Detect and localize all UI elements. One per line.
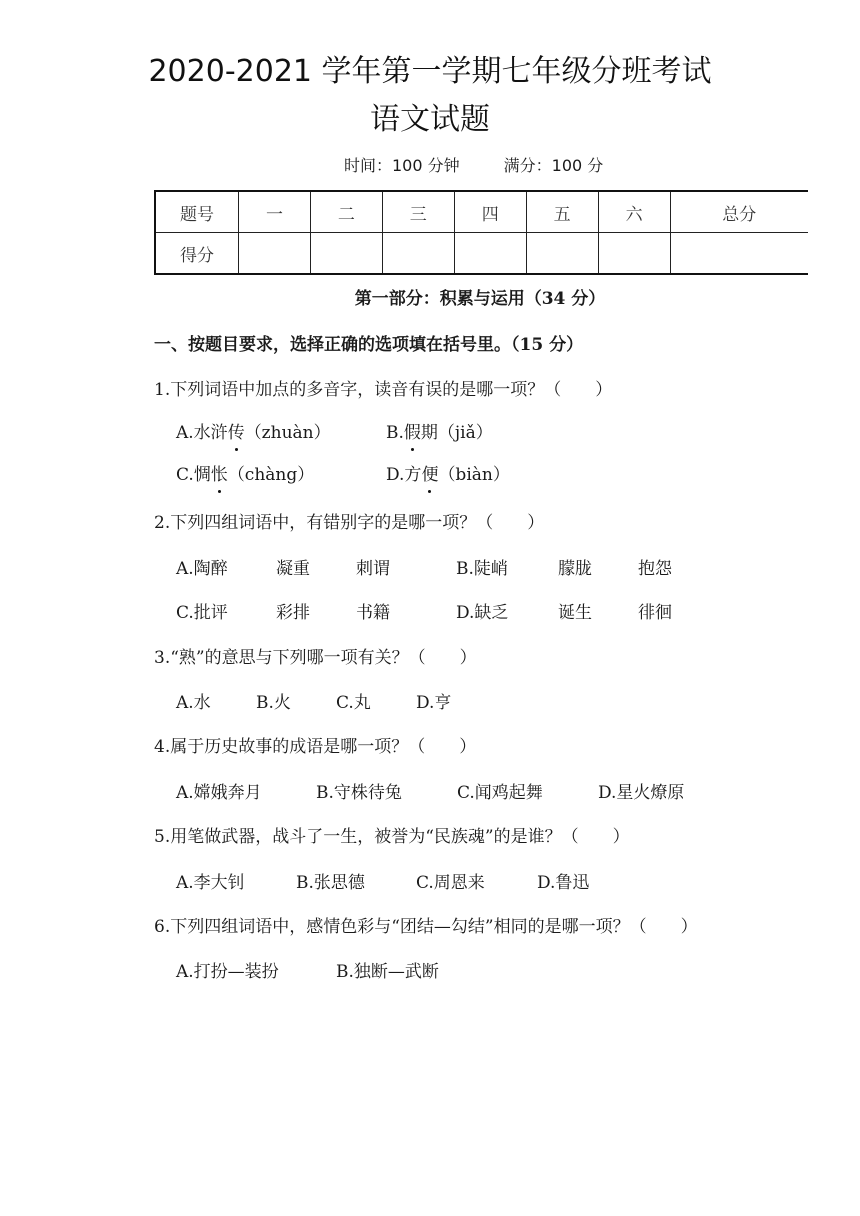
dotted-char: 假 bbox=[403, 423, 421, 443]
list-item[interactable]: A.陶醉 bbox=[176, 559, 228, 579]
score-input-cell[interactable] bbox=[239, 233, 311, 275]
list-item: 抱怨 bbox=[638, 559, 672, 579]
option-text: A.水浒 bbox=[176, 423, 228, 443]
list-item[interactable]: B.陡峭 bbox=[456, 559, 508, 579]
list-item: 彩排 bbox=[276, 603, 310, 623]
score-table-cell: 一 bbox=[239, 191, 311, 233]
question-3-options bbox=[176, 691, 451, 715]
question-5-option-c[interactable]: C.周恩来 bbox=[416, 873, 485, 893]
question-3-option-a[interactable]: A.水 bbox=[176, 693, 211, 713]
score-input-cell[interactable] bbox=[598, 233, 670, 275]
list-item[interactable]: C.批评 bbox=[176, 603, 228, 623]
score-row-label: 得分 bbox=[155, 233, 239, 275]
question-2-options-row-1 bbox=[176, 557, 672, 581]
question-1-options-row-2 bbox=[176, 463, 510, 487]
question-1-option-b[interactable] bbox=[386, 421, 493, 445]
question-4-option-a[interactable]: A.嫦娥奔月 bbox=[176, 783, 262, 803]
dotted-char: 传 bbox=[227, 423, 245, 443]
score-input-cell[interactable] bbox=[310, 233, 382, 275]
list-item[interactable]: D.缺乏 bbox=[456, 603, 509, 623]
score-table-cell: 五 bbox=[526, 191, 598, 233]
score-table-score-row bbox=[155, 233, 808, 275]
part1-title: 第一部分：积累与运用（34 分） bbox=[354, 289, 606, 309]
score-table-cell: 六 bbox=[598, 191, 670, 233]
list-item: 徘徊 bbox=[638, 603, 672, 623]
question-5: 5.用笔做武器，战斗了一生，被誉为“民族魂”的是谁？（ ） bbox=[154, 827, 630, 847]
question-4-option-c[interactable]: C.闻鸡起舞 bbox=[457, 783, 543, 803]
question-5-option-b[interactable]: B.张思德 bbox=[296, 873, 365, 893]
option-text: （chàng） bbox=[227, 465, 315, 485]
question-6-option-b[interactable]: B.独断—武断 bbox=[336, 962, 439, 982]
question-5-option-d[interactable]: D.鲁迅 bbox=[537, 873, 590, 893]
list-item: 书籍 bbox=[356, 603, 390, 623]
option-text: （biàn） bbox=[438, 465, 510, 485]
question-6-option-a[interactable]: A.打扮—装扮 bbox=[176, 962, 279, 982]
list-item: 诞生 bbox=[558, 603, 592, 623]
exam-title: 2020-2021 学年第一学期七年级分班考试 bbox=[148, 54, 712, 89]
option-text: C.惆 bbox=[176, 465, 211, 485]
question-3: 3.“熟”的意思与下列哪一项有关？（ ） bbox=[154, 648, 477, 668]
score-table-cell: 四 bbox=[454, 191, 526, 233]
question-2: 2.下列四组词语中，有错别字的是哪一项？（ ） bbox=[154, 513, 545, 533]
question-4-options bbox=[176, 781, 684, 805]
question-2-options-row-2 bbox=[176, 601, 672, 625]
score-table-cell: 三 bbox=[382, 191, 454, 233]
score-table-header-row bbox=[155, 191, 808, 233]
exam-time: 时间：100 分钟 bbox=[344, 156, 460, 175]
score-input-cell[interactable] bbox=[670, 233, 808, 275]
question-4-option-d[interactable]: D.星火燎原 bbox=[598, 783, 685, 803]
question-3-option-b[interactable]: B.火 bbox=[256, 693, 291, 713]
list-item: 刺谓 bbox=[356, 559, 390, 579]
question-4: 4.属于历史故事的成语是哪一项？（ ） bbox=[154, 737, 477, 757]
question-4-option-b[interactable]: B.守株待兔 bbox=[316, 783, 402, 803]
section1-title: 一、按题目要求，选择正确的选项填在括号里。（15 分） bbox=[154, 335, 584, 355]
score-input-cell[interactable] bbox=[382, 233, 454, 275]
score-input-cell[interactable] bbox=[454, 233, 526, 275]
question-1: 1.下列词语中加点的多音字，读音有误的是哪一项？（ ） bbox=[154, 380, 613, 400]
option-text: D.方 bbox=[386, 465, 422, 485]
score-table-cell: 总分 bbox=[670, 191, 808, 233]
list-item: 朦胧 bbox=[558, 559, 592, 579]
question-3-option-d[interactable]: D.亨 bbox=[416, 693, 452, 713]
option-text: （zhuàn） bbox=[244, 423, 331, 443]
score-table-cell: 二 bbox=[310, 191, 382, 233]
list-item: 凝重 bbox=[276, 559, 310, 579]
dotted-char: 怅 bbox=[210, 465, 228, 485]
question-5-options bbox=[176, 871, 589, 895]
question-6-options bbox=[176, 960, 439, 984]
question-3-option-c[interactable]: C.丸 bbox=[336, 693, 371, 713]
option-text: 期（jiǎ） bbox=[420, 423, 493, 443]
question-6: 6.下列四组词语中，感情色彩与“团结—勾结”相同的是哪一项？（ ） bbox=[154, 917, 698, 937]
score-table bbox=[154, 190, 808, 275]
exam-full-score: 满分：100 分 bbox=[503, 156, 604, 175]
exam-meta bbox=[344, 154, 603, 178]
question-1-option-a[interactable] bbox=[176, 421, 386, 445]
option-text: B. bbox=[386, 423, 404, 443]
exam-subtitle: 语文试题 bbox=[370, 102, 490, 137]
dotted-char: 便 bbox=[421, 465, 439, 485]
question-1-options-row-1 bbox=[176, 421, 493, 445]
score-table-cell: 题号 bbox=[155, 191, 239, 233]
question-5-option-a[interactable]: A.李大钊 bbox=[176, 873, 245, 893]
score-input-cell[interactable] bbox=[526, 233, 598, 275]
question-1-option-d[interactable] bbox=[386, 463, 510, 487]
question-1-option-c[interactable] bbox=[176, 463, 386, 487]
